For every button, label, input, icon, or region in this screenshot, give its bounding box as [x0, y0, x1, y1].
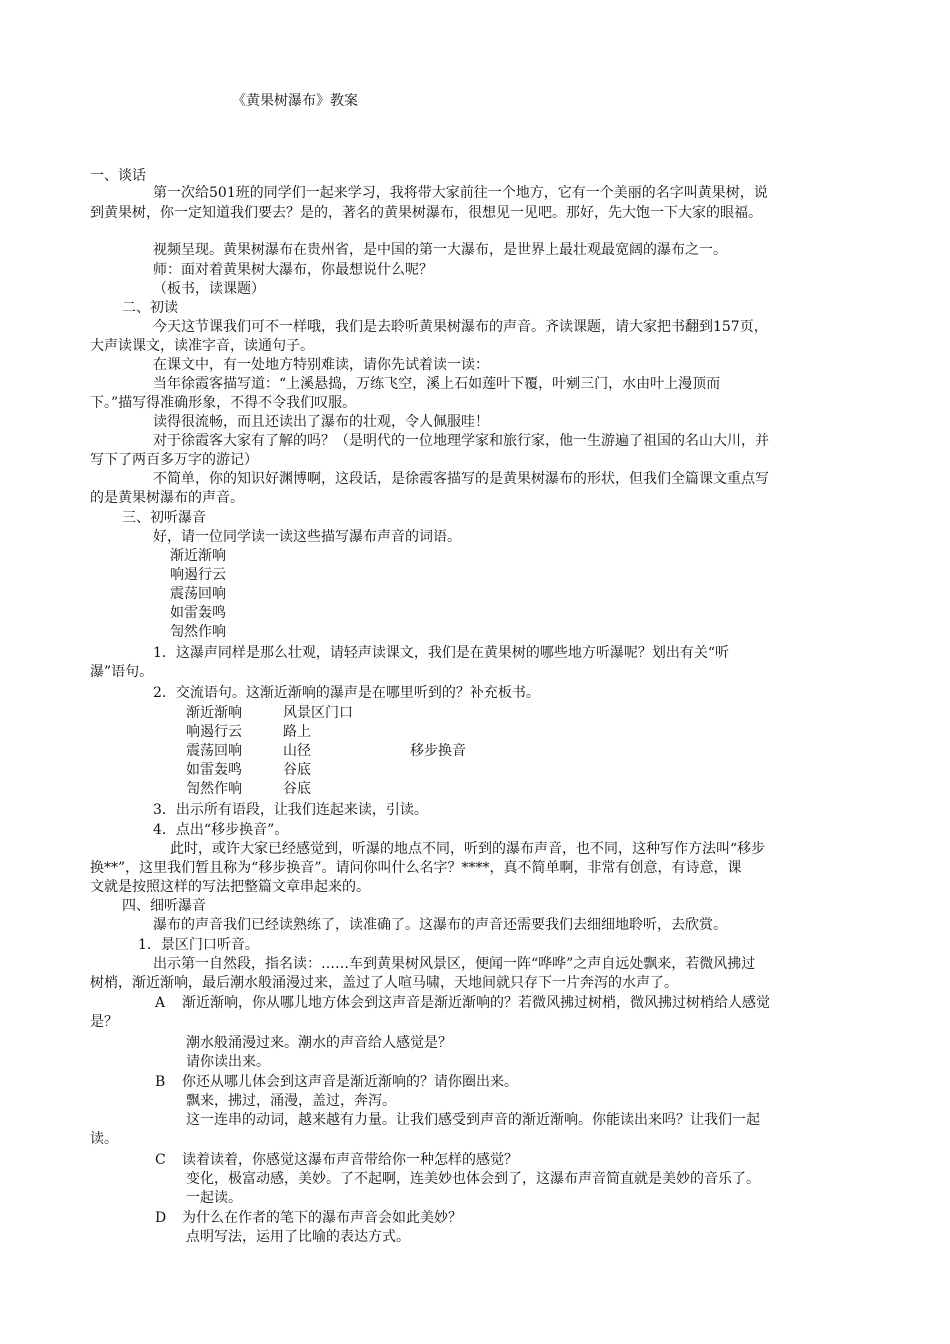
- numbered-item: 4．点出“移步换音”。: [153, 822, 289, 838]
- section-heading: 四、细听瀑音: [122, 898, 206, 914]
- paragraph-line: 在课文中，有一处地方特别难读，请你先试着读一读：: [153, 357, 489, 373]
- paragraph-line: 好，请一位同学读一读这些描写瀑布声音的词语。: [153, 529, 461, 545]
- question-letter: B: [155, 1074, 166, 1090]
- answer-line: 请你读出来。: [186, 1054, 270, 1070]
- paragraph-line: 师：面对着黄果树大瀑布，你最想说什么呢？: [153, 262, 433, 278]
- board-place: 山径: [283, 743, 311, 759]
- paragraph-line: 当年徐霞客描写道：“上溪悬捣，万练飞空，溪上石如莲叶下覆，叶剜三门，水由叶上漫顶而: [153, 376, 721, 392]
- word-item: 响遏行云: [170, 567, 226, 583]
- question-letter: D: [155, 1210, 167, 1226]
- paragraph-line: 瀑”语句。: [90, 664, 154, 680]
- paragraph-line: 写下了两百多万字的游记）: [90, 452, 258, 468]
- board-place: 谷底: [283, 781, 311, 797]
- board-sound: 响遏行云: [186, 724, 242, 740]
- word-item: 訇然作响: [170, 624, 226, 640]
- board-sound: 渐近渐响: [186, 705, 242, 721]
- numbered-item: 2．交流语句。这渐近渐响的瀑声是在哪里听到的？补充板书。: [153, 685, 540, 701]
- paragraph-line: （板书，读课题）: [153, 281, 265, 297]
- paragraph-line: 读。: [90, 1131, 118, 1147]
- paragraph-line: 树梢，渐近渐响，最后潮水般涌漫过来，盖过了人喧马啸，天地间就只存下一片奔泻的水声了。: [90, 975, 678, 991]
- numbered-item: 1．这瀑声同样是那么壮观，请轻声读课文，我们是在黄果树的哪些地方听瀑呢？划出有关“听: [153, 645, 730, 661]
- paragraph-line: 不简单，你的知识好渊博啊，这段话，是徐霞客描写的是黄果树瀑布的形状，但我们全篇课文重点写: [153, 471, 769, 487]
- word-item: 渐近渐响: [170, 548, 226, 564]
- paragraph-line: 视频呈现。黄果树瀑布在贵州省，是中国的第一大瀑布，是世界上最壮观最宽阔的瀑布之一。: [153, 242, 727, 258]
- answer-line: 这一连串的动词，越来越有力量。让我们感受到声音的渐近渐响。你能读出来吗？让我们一起: [186, 1112, 760, 1128]
- question-text: 渐近渐响，你从哪儿地方体会到这声音是渐近渐响的？若微风拂过树梢，微风拂过树梢给人感觉: [182, 995, 770, 1011]
- answer-line: 点明写法，运用了比喻的表达方式。: [186, 1229, 410, 1245]
- question-text: 你还从哪儿体会到这声音是渐近渐响的？请你圈出来。: [182, 1074, 518, 1090]
- word-item: 震荡回响: [170, 586, 226, 602]
- paragraph-line: 下。”描写得准确形象，不得不令我们叹服。: [90, 395, 357, 411]
- numbered-item: 3．出示所有语段，让我们连起来读，引读。: [153, 802, 428, 818]
- paragraph-line: 换**”，这里我们暂且称为“移步换音”。请问你叫什么名字？****，真不简单啊，非常有创意，有诗意，课: [90, 860, 742, 876]
- paragraph-line: 出示第一自然段，指名读：……车到黄果树风景区，便闻一阵“哗哗”之声自远处飘来，若微风拂过: [153, 956, 756, 972]
- board-sound: 震荡回响: [186, 743, 242, 759]
- paragraph-line: 大声读课文，读准字音，读通句子。: [90, 338, 314, 354]
- word-item: 如雷轰鸣: [170, 605, 226, 621]
- board-place: 路上: [283, 724, 311, 740]
- question-letter: A: [155, 995, 166, 1011]
- numbered-item: 1．景区门口听音。: [138, 937, 259, 953]
- board-place: 谷底: [283, 762, 311, 778]
- section-heading: 三、初听瀑音: [122, 510, 206, 526]
- board-summary: 移步换音: [410, 743, 466, 759]
- board-sound: 如雷轰鸣: [186, 762, 242, 778]
- paragraph-line: 今天这节课我们可不一样哦，我们是去聆听黄果树瀑布的声音。齐读课题，请大家把书翻到157页，: [153, 319, 768, 335]
- paragraph-line: 文就是按照这样的写法把整篇文章串起来的。: [90, 879, 370, 895]
- answer-line: 变化，极富动感，美妙。了不起啊，连美妙也体会到了，这瀑布声音简直就是美妙的音乐了。: [186, 1171, 760, 1187]
- answer-line: 潮水般涌漫过来。潮水的声音给人感觉是？: [186, 1035, 452, 1051]
- question-text: 读着读着，你感觉这瀑布声音带给你一种怎样的感觉？: [182, 1152, 518, 1168]
- document-title: 《黄果树瀑布》教案: [232, 93, 358, 109]
- section-heading: 一、谈话: [90, 168, 146, 184]
- paragraph-line: 读得很流畅，而且还读出了瀑布的壮观，令人佩服哇！: [153, 414, 489, 430]
- paragraph-line: 第一次给501班的同学们一起来学习，我将带大家前往一个地方，它有一个美丽的名字叫黄果树，说: [153, 185, 768, 201]
- paragraph-line: 对于徐霞客大家有了解的吗？（是明代的一位地理学家和旅行家，他一生游遍了祖国的名山大川，并: [153, 433, 769, 449]
- question-letter: C: [155, 1152, 166, 1168]
- paragraph-line: 到黄果树，你一定知道我们要去？是的，著名的黄果树瀑布，很想见一见吧。那好，先大饱一下大家的眼福。: [90, 205, 762, 221]
- question-text: 为什么在作者的笔下的瀑布声音会如此美妙？: [182, 1210, 462, 1226]
- section-heading: 二、初读: [122, 300, 178, 316]
- paragraph-line: 瀑布的声音我们已经读熟练了，读准确了。这瀑布的声音还需要我们去细细地聆听，去欣赏。: [153, 917, 727, 933]
- paragraph-line: 此时，或许大家已经感觉到，听瀑的地点不同，听到的瀑布声音，也不同，这种写作方法叫“移步: [170, 841, 766, 857]
- board-place: 风景区门口: [283, 705, 353, 721]
- paragraph-line: 是？: [90, 1014, 118, 1030]
- paragraph-line: 的是黄果树瀑布的声音。: [90, 490, 244, 506]
- answer-line: 飘来，拂过，涌漫，盖过，奔泻。: [186, 1093, 396, 1109]
- board-sound: 訇然作响: [186, 781, 242, 797]
- answer-line: 一起读。: [186, 1190, 242, 1206]
